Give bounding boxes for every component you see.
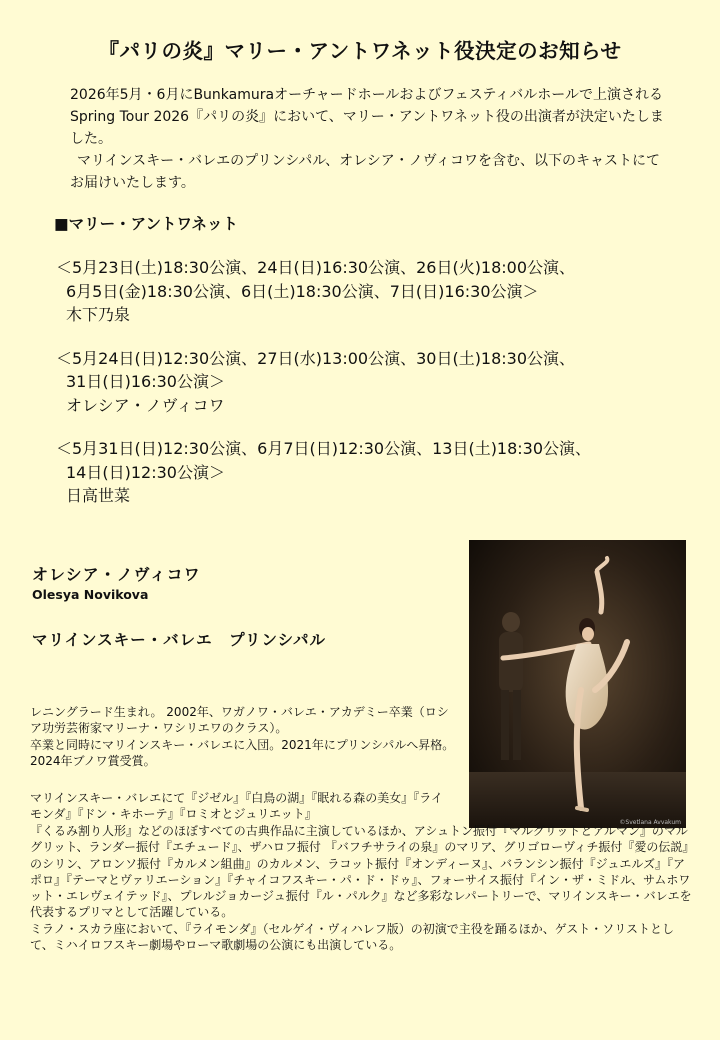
intro-text (70, 84, 670, 194)
schedule-line: ＜5月24日(日)12:30公演、27日(水)13:00公演、30日(土)18:30公演、 (56, 348, 576, 368)
cast-name: オレシア・ノヴィコワ (66, 395, 225, 415)
schedule-line: 14日(日)12:30公演＞ (66, 462, 225, 482)
intro-paragraph-2: マリインスキー・バレエのプリンシパル、オレシア・ノヴィコワを含む、以下のキャストにてお届けいたします。 (70, 153, 660, 191)
cast-schedule (56, 256, 706, 528)
page-title: 『パリの炎』マリー・アントワネット役決定のお知らせ (98, 39, 622, 63)
profile-name-en: Olesya Novikova (32, 587, 149, 602)
intro-paragraph-1: 2026年5月・6月にBunkamuraオーチャードホールおよびフェスティバルホールで上演されるSpring Tour 2026『パリの炎』において、マリー・アントワネット役の出演者が決定いたしました。 (70, 87, 664, 147)
bio-block-3 (30, 823, 695, 953)
bio-paragraph: 『くるみ割り人形』などのほぼすべての古典作品に主演しているほか、アシュトン振付『マルグリットとアルマン』のマルグリット、ランダー振付『エチュード』、ザハロフ振付 『バフチサライの泉』のマリア、グリゴローヴィチ振付『愛の伝説』のシリン、アロンソ振付『カルメン組曲』のカルメン、ラコット振付『オンディーヌ』、バランシン振付『ジュエルズ』『アポロ』『テーマとヴァリエーション』『チャイコフスキー・パ・ド・ドゥ』、フォーサイス振付『イン・ザ・ミドル、サムホワット・エレヴェイテッド』、プレルジョカージュ振付『ル・パルク』など多彩なレパートリーで、マリインスキー・バレエを代表するプリマとして活躍している。 (30, 824, 695, 920)
schedule-line: 6月5日(金)18:30公演、6日(土)18:30公演、7日(日)16:30公演＞ (66, 281, 539, 301)
profile-position: マリインスキー・バレエ プリンシパル (32, 631, 326, 649)
bio-paragraph: 卒業と同時にマリインスキー・バレエに入団。2021年にプリンシパルへ昇格。2024年ブノワ賞受賞。 (30, 737, 455, 768)
bio-block-1 (30, 704, 460, 769)
role-heading: ■マリー・アントワネット (54, 215, 239, 233)
bio-paragraph: レニングラード生まれ。 2002年、ワガノワ・バレエ・アカデミー卒業（ロシア功労芸術家マリーナ・ワシリエワのクラス）。 (30, 705, 449, 736)
cast-group (56, 437, 706, 508)
profile-name-ja: オレシア・ノヴィコワ (32, 565, 201, 584)
bio-block-2 (30, 790, 450, 823)
cast-group (56, 347, 706, 418)
bio-paragraph: ミラノ・スカラ座において、『ライモンダ』（セルゲイ・ヴィハレフ版）の初演で主役を踊るほか、ゲスト・ソリストとして、ミハイロフスキー劇場やローマ歌劇場の公演にも出演している。 (30, 921, 675, 953)
dancer-illustration (469, 540, 686, 828)
schedule-line: ＜5月23日(土)18:30公演、24日(日)16:30公演、26日(火)18:00公演、 (56, 258, 576, 277)
photo-credit: ©Svetlana Avvakum (619, 819, 681, 826)
bio-paragraph: マリインスキー・バレエにて『ジゼル』『白鳥の湖』『眠れる森の美女』『ライモンダ』『ドン・キホーテ』『ロミオとジュリエット』 (30, 791, 443, 822)
cast-name: 木下乃泉 (66, 305, 131, 324)
dancer-photo (469, 540, 686, 828)
schedule-line: ＜5月31日(日)12:30公演、6月7日(日)12:30公演、13日(土)18:30公演、 (56, 439, 592, 458)
cast-name: 日高世菜 (66, 486, 131, 505)
cast-group (56, 256, 706, 327)
schedule-line: 31日(日)16:30公演＞ (66, 372, 225, 391)
